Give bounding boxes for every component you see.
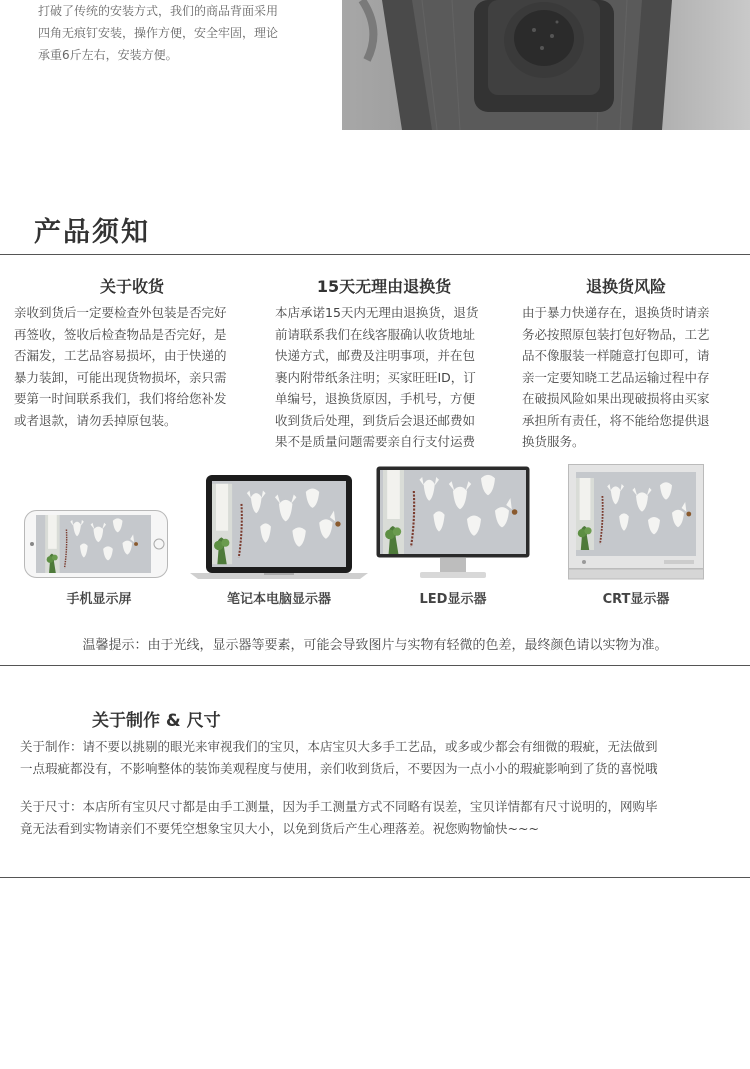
column-line: 亲一定要知晓工艺品运输过程中存: [522, 369, 710, 385]
column-body-returns: [275, 302, 505, 453]
column-line: 前请联系我们在线客服确认收货地址: [275, 326, 476, 342]
column-body-risk: [522, 302, 742, 453]
intro-line: 承重6斤左右，安装方便。: [38, 48, 178, 62]
column-line: 或者退款，请勿丢掉原包装。: [14, 412, 177, 428]
column-line: 本店承诺15天内无理由退换货，退货: [275, 305, 479, 320]
making-title: 关于制作 & 尺寸: [92, 711, 221, 731]
column-title-risk: 退换货风险: [585, 277, 666, 296]
size-line: 竟无法看到实物请亲们不要凭空想象宝贝大小，以免到货后产生心理落差。祝您购物愉快~~~: [20, 820, 539, 836]
device-label-laptop: 笔记本电脑显示器: [226, 592, 331, 607]
divider: [0, 665, 750, 666]
column-line: 再签收，签收后检查物品是否完好，是: [14, 326, 227, 342]
column-line: 务必按照原包装打包好物品，工艺: [522, 326, 710, 342]
divider: [0, 877, 750, 878]
device-label-crt: CRT显示器: [602, 592, 670, 607]
column-line: 品不像服装一样随意打包即可，请: [522, 348, 710, 363]
column-body-receiving: [14, 302, 254, 431]
device-label-phone: 手机显示屏: [66, 592, 132, 607]
column-line: 亲收到货后一定要检查外包装是否完好: [14, 305, 227, 320]
section-title: 产品须知: [34, 217, 150, 248]
column-line: 由于暴力快递存在，退换货时请亲: [522, 305, 710, 320]
device-label-led: LED显示器: [419, 592, 487, 607]
intro-line: 四角无痕钉安装，操作方便，安全牢固，理论: [38, 26, 279, 40]
column-line: 单编号，退换货原因，手机号，方便: [275, 391, 476, 406]
column-line: 否漏发，工艺品容易损坏，由于快递的: [14, 348, 227, 363]
crt-monitor-device: [568, 464, 704, 580]
column-line: 裹内附带纸条注明；买家旺旺ID，订: [275, 369, 476, 385]
craft-paragraph: [20, 736, 740, 779]
column-line: 暴力装卸，可能出现货物损坏，亲只需: [14, 369, 227, 385]
product-back-photo: [342, 0, 750, 130]
column-line: 换货服务。: [522, 434, 585, 449]
color-notice: 温馨提示：由于光线，显示器等要素，可能会导致图片与实物有轻微的色差，最终颜色请以实物为准。: [82, 638, 668, 653]
size-line: 关于尺寸：本店所有宝贝尺寸都是由手工测量，因为手工测量方式不同略有误差，宝贝详情都有尺寸说明的，网购毕: [20, 799, 658, 814]
column-line: 承担所有责任，将不能给您提供退: [522, 412, 710, 428]
divider: [0, 254, 750, 255]
craft-line: 一点瑕疵都没有，不影响整体的装饰美观程度与使用，亲们收到货后，不要因为一点小小的瑕疵影响到了货的喜悦哦: [20, 760, 658, 776]
column-title-returns: 15天无理由退换货: [316, 277, 452, 296]
intro-line: 打破了传统的安装方式，我们的商品背面采用: [38, 4, 279, 18]
size-paragraph: [20, 796, 740, 839]
product-back-image: [342, 0, 750, 130]
column-line: 在破损风险如果出现破损将由买家: [522, 391, 710, 406]
intro-text: [38, 0, 308, 66]
craft-line: 关于制作：请不要以挑剔的眼光来审视我们的宝贝，本店宝贝大多手工艺品，或多或少都会有细微的瑕疵，无法做到: [20, 739, 658, 754]
column-line: 要第一时间联系我们，我们将给您补发: [14, 391, 227, 406]
led-monitor-device: [376, 466, 530, 580]
phone-device: [24, 510, 168, 578]
column-title-receiving: 关于收货: [99, 277, 164, 296]
column-line: 快递方式，邮费及注明事项，并在包: [275, 348, 476, 363]
column-line: 果不是质量问题需要亲自行支付运费: [275, 434, 476, 449]
laptop-device: [190, 474, 368, 580]
column-line: 收到货后处理，到货后会退还邮费如: [275, 412, 476, 428]
